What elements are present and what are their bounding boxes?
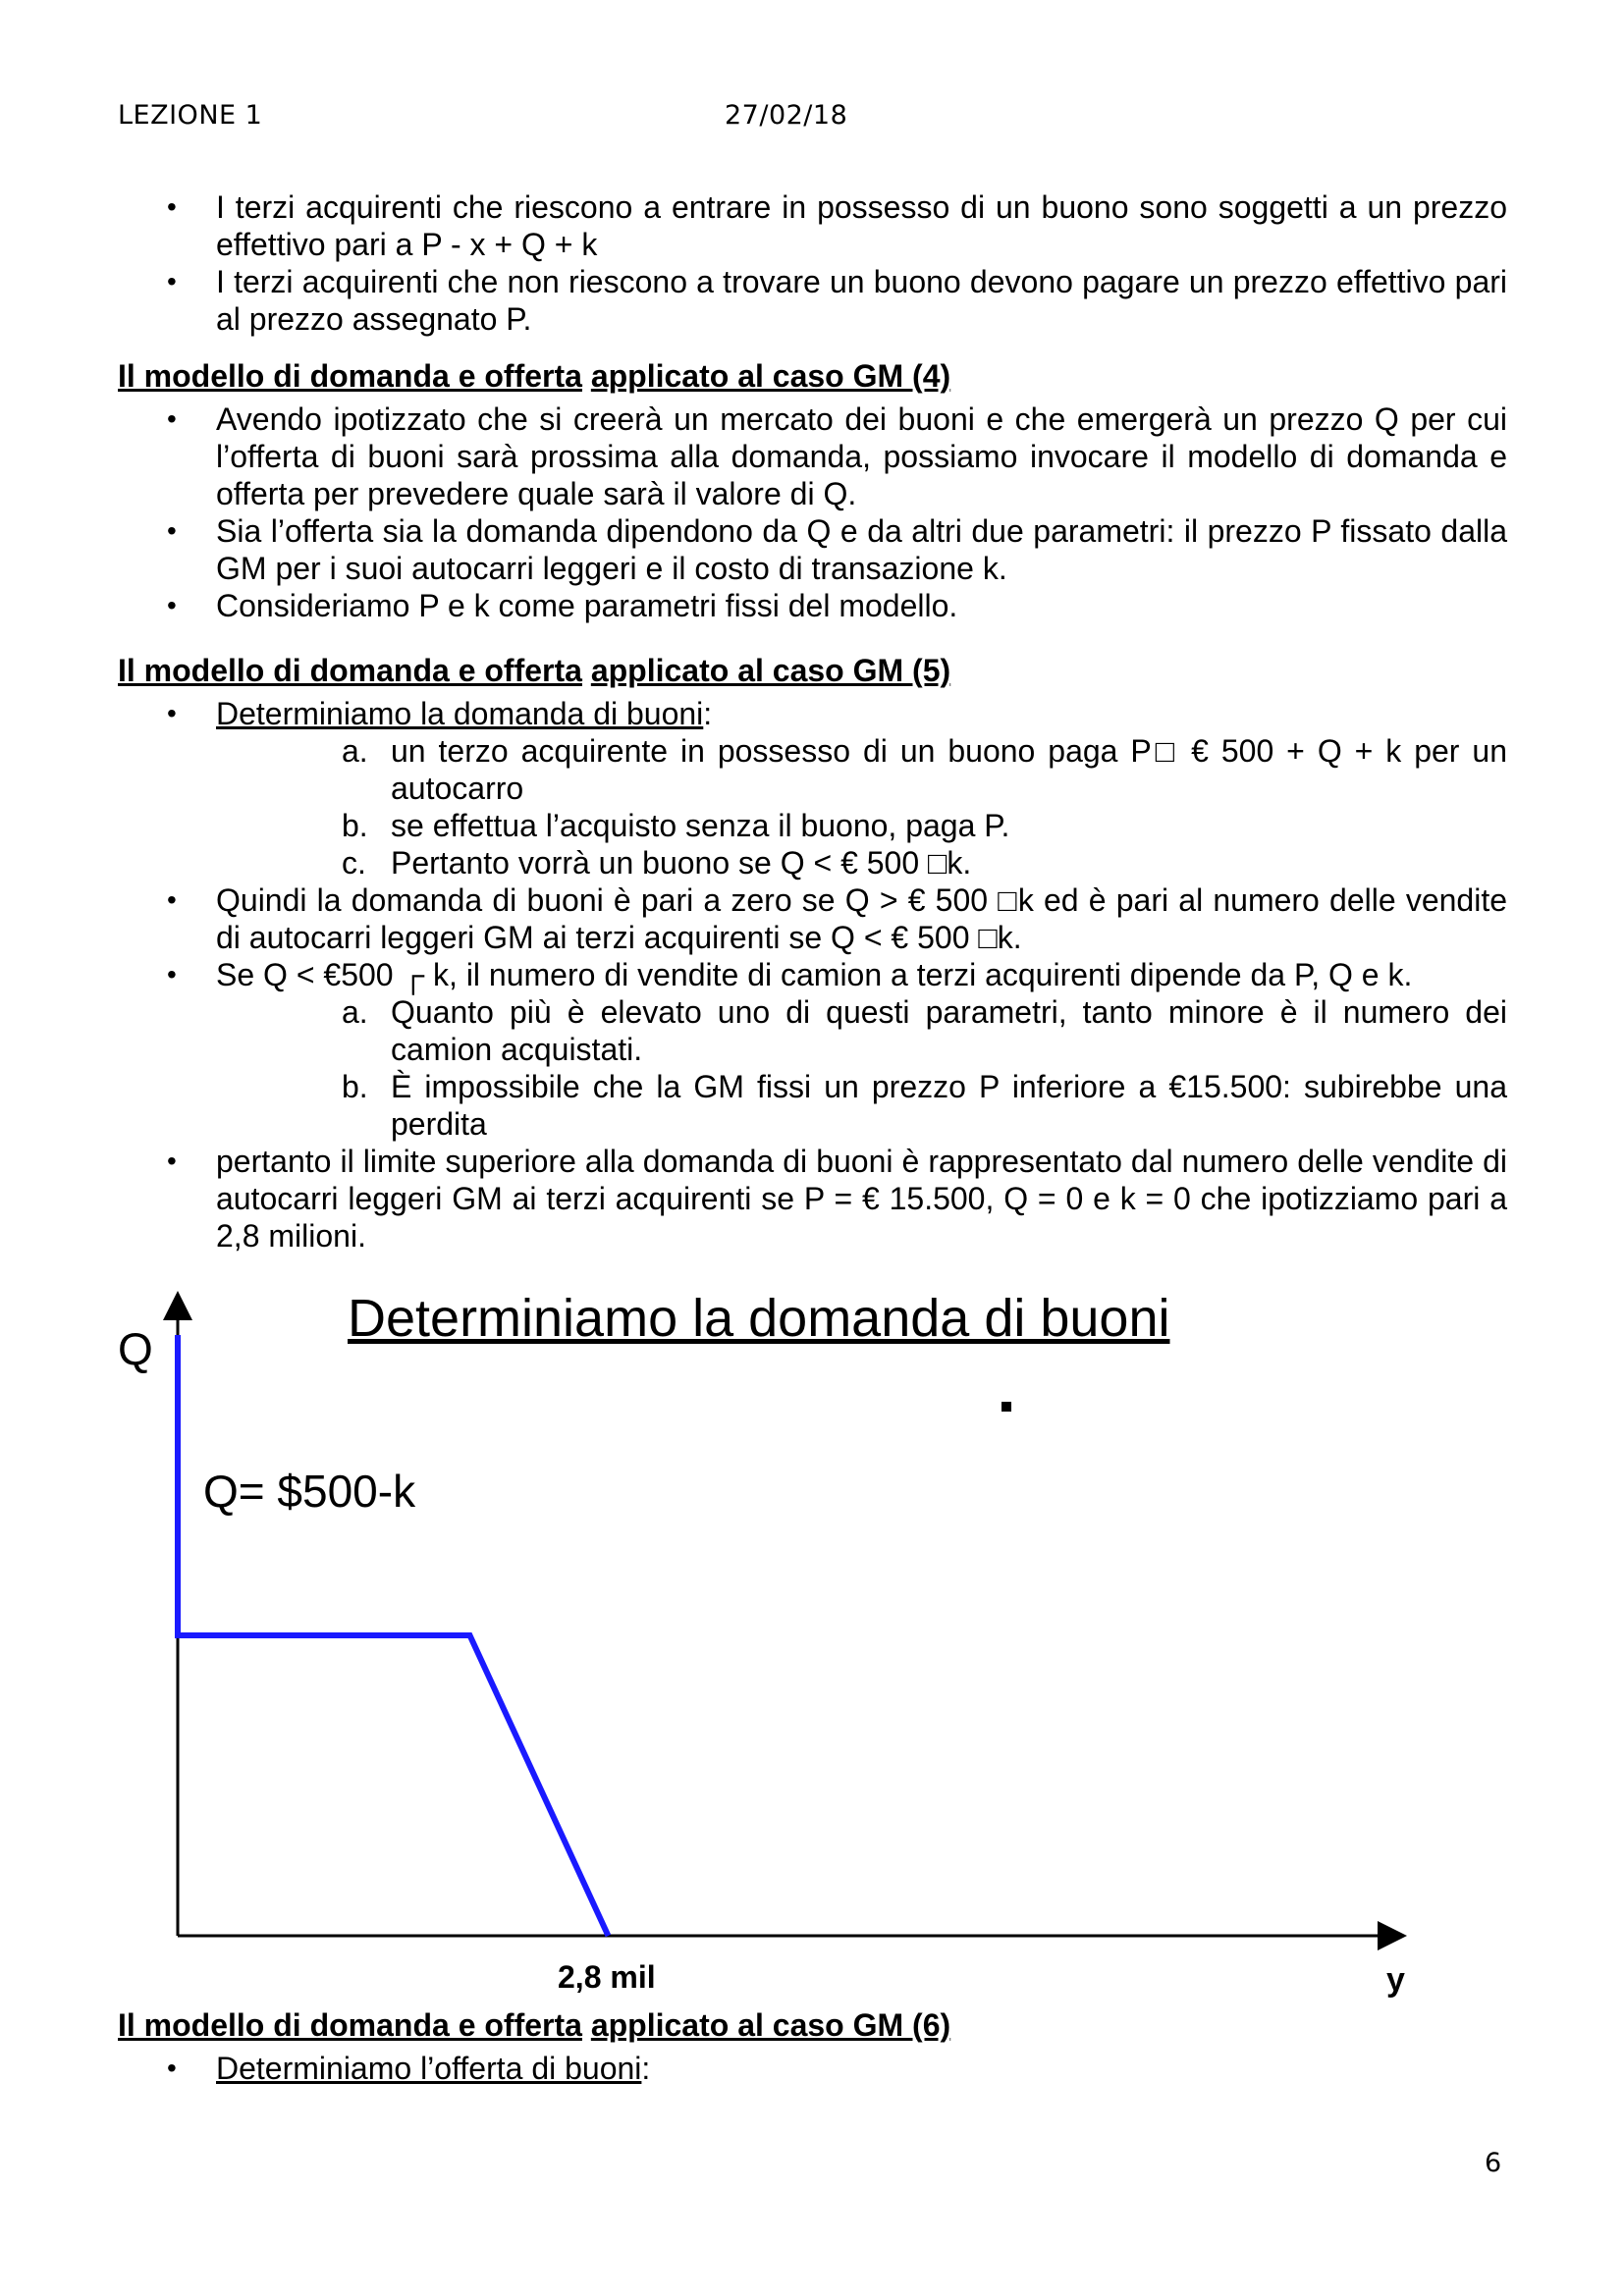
section-6-list [118, 2050, 1507, 2087]
sub-item: a. Quanto più è elevato uno di questi parametri, tanto minore è il numero dei camion acquistati. [342, 994, 1507, 1067]
sub-item: b. È impossibile che la GM fissi un prezzo P inferiore a €15.500: subirebbe una perdita [342, 1069, 1507, 1142]
chart-title: Determiniamo la domanda di buoni [348, 1289, 1170, 1348]
y-axis-label: Q [118, 1323, 153, 1374]
page-number: 6 [1485, 2148, 1502, 2178]
section-6-bullet: • Determiniamo l’offerta di buoni: [118, 2050, 1507, 2087]
demand-curve [178, 1335, 608, 1936]
sub-item: c. Pertanto vorrà un buono se Q < € 500 □k. [342, 845, 972, 881]
header-lesson: LEZIONE 1 [118, 100, 263, 131]
x-axis-label: y [1386, 1961, 1405, 1999]
section-5-heading: Il modello di domanda e offerta applicato al caso GM (5) [118, 653, 951, 688]
demand-label: Determiniamo la domanda di buoni [216, 696, 704, 731]
section-5-bullet: • pertanto il limite superiore alla domanda di buoni è rappresentato dal numero delle vendite di autocarri leggeri GM ai terzi acquirenti se P = € 15.500, Q = 0 e k = 0 che ipotizziamo pari a 2,8 milioni. [118, 1143, 1507, 1255]
sub-item: b. se effettua l’acquisto senza il buono, paga P. [342, 808, 1010, 843]
section-5-bullet: • Se Q < €500 ┌ k, il numero di vendite di camion a terzi acquirenti dipende da P, Q e k. a. Quanto più è elevato uno di questi parametri, tanto minore è il numero dei camion acquistati. b. È impossibile che la GM fissi un prezzo P inferiore a €15.500: subirebbe una perdita [118, 956, 1507, 1143]
x-tick-label: 2,8 mil [558, 1959, 656, 1995]
section-5-bullet: • Determiniamo la domanda di buoni: a. un terzo acquirente in possesso di un buono paga P□ € 500 + Q + k per un autocarro b. se effettua l’acquisto senza il buono, paga P. c. Pertanto vorrà un buono se Q < € 500 □k. [118, 695, 1507, 881]
section-4-bullet: • Avendo ipotizzato che si creerà un mercato dei buoni e che emergerà un prezzo Q per cui l’offerta di buoni sarà prossima alla domanda, possiamo invocare il modello di domanda e offerta per prevedere quale sarà il valore di Q. [118, 400, 1507, 512]
marker-dot [1001, 1402, 1011, 1412]
curve-annotation: Q= $500-k [203, 1466, 416, 1517]
section-4-bullet: • Consideriamo P e k come parametri fissi del modello. [118, 587, 1507, 624]
intro-bullet: • I terzi acquirenti che riescono a entrare in possesso di un buono sono soggetti a un prezzo effettivo pari a P - x + Q + k [118, 188, 1507, 263]
supply-label: Determiniamo l’offerta di buoni [216, 2051, 642, 2086]
intro-bullet: • I terzi acquirenti che non riescono a trovare un buono devono pagare un prezzo effettivo pari al prezzo assegnato P. [118, 263, 1507, 338]
section-4-heading: Il modello di domanda e offerta applicato al caso GM (4) [118, 358, 951, 394]
sub-item: a. un terzo acquirente in possesso di un buono paga P□ € 500 + Q + k per un autocarro [342, 733, 1507, 806]
section-6-heading: Il modello di domanda e offerta applicato al caso GM (6) [118, 2007, 951, 2043]
section-6 [118, 2004, 1507, 2087]
section-4-bullet: • Sia l’offerta sia la domanda dipendono da Q e da altri due parametri: il prezzo P fissato dalla GM per i suoi autocarri leggeri e il costo di transazione k. [118, 512, 1507, 587]
header-date: 27/02/18 [725, 100, 848, 131]
section-5-bullet: • Quindi la domanda di buoni è pari a zero se Q > € 500 □k ed è pari al numero delle vendite di autocarri leggeri GM ai terzi acquirenti se Q < € 500 □k. [118, 881, 1507, 956]
